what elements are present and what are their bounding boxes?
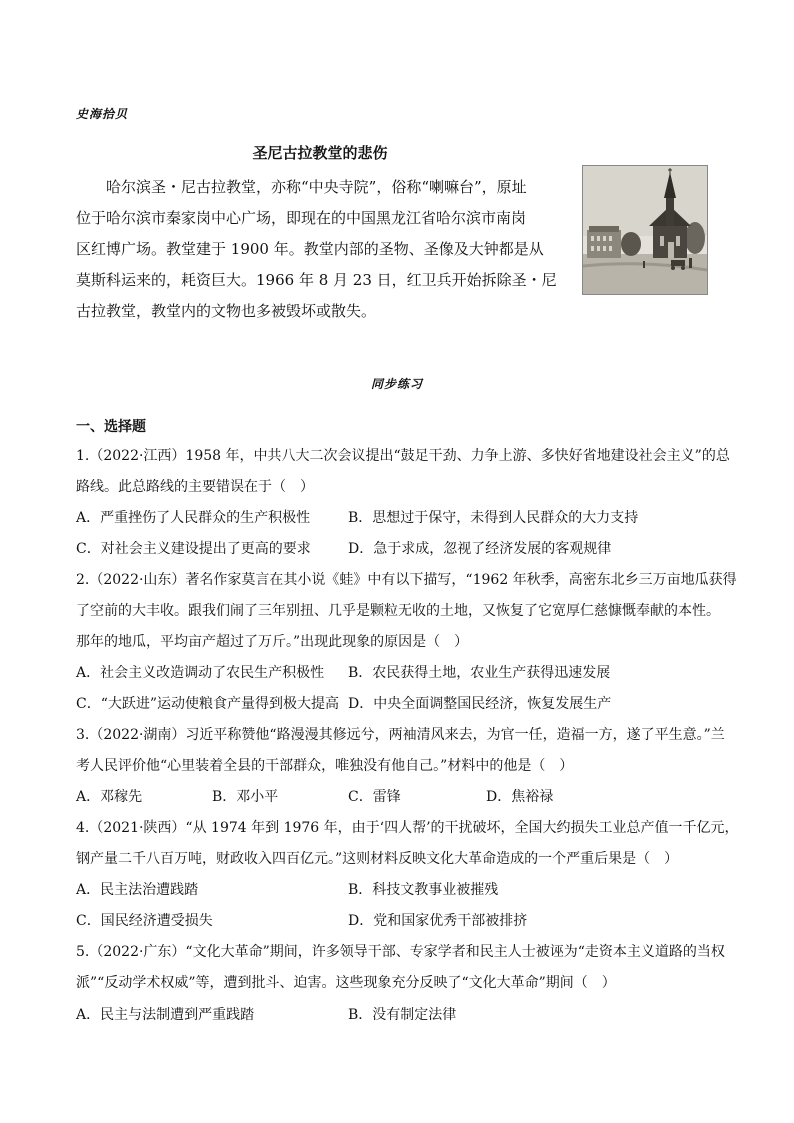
question-5-options bbox=[76, 1000, 736, 1031]
article-title: 圣尼古拉教堂的悲伤 bbox=[252, 144, 388, 162]
option-c[interactable]: C．对社会主义建设提出了更高的要求 bbox=[76, 541, 311, 557]
church-photo-illustration bbox=[583, 166, 707, 294]
question-2 bbox=[76, 565, 736, 658]
section-tag: 史海拾贝 bbox=[76, 107, 129, 121]
question-line: 考人民评价他“心里装着全县的干部群众，唯独没有他自己。”材料中的他是（ ） bbox=[76, 758, 574, 774]
option-c[interactable]: C．雷锋 bbox=[348, 789, 401, 805]
article-line: 莫斯科运来的，耗资巨大。1966 年 8 月 23 日，红卫兵开始拆除圣・尼 bbox=[76, 271, 557, 289]
section-heading: 一、选择题 bbox=[76, 419, 146, 435]
question-4-options-row-2 bbox=[76, 906, 736, 937]
question-line: 1.（2022·江西）1958 年，中共八大二次会议提出“鼓足干劲、力争上游、多快好省地建设社会主义”的总 bbox=[76, 448, 730, 464]
option-a[interactable]: A．社会主义改造调动了农民生产积极性 bbox=[76, 665, 325, 681]
option-b[interactable]: B．没有制定法律 bbox=[348, 1007, 457, 1023]
question-2-options-row-2 bbox=[76, 689, 736, 720]
article-line: 哈尔滨圣・尼古拉教堂，亦称“中央寺院”，俗称“喇嘛台”，原址 bbox=[76, 178, 527, 196]
question-4-options-row-1 bbox=[76, 875, 736, 906]
option-a[interactable]: A．民主法治遭践踏 bbox=[76, 882, 199, 898]
option-b[interactable]: B．邓小平 bbox=[212, 789, 279, 805]
article-line: 区红博广场。教堂建于 1900 年。教堂内部的圣物、圣像及大钟都是从 bbox=[76, 240, 544, 258]
option-d[interactable]: D．党和国家优秀干部被排挤 bbox=[348, 913, 528, 929]
article-line: 位于哈尔滨市秦家岗中心广场，即现在的中国黑龙江省哈尔滨市南岗 bbox=[76, 209, 527, 227]
question-line: 派”“反动学术权威”等，遭到批斗、迫害。这些现象充分反映了“文化大革命”期间（ ） bbox=[76, 975, 616, 991]
option-a[interactable]: A．邓稼先 bbox=[76, 789, 143, 805]
option-d[interactable]: D．中央全面调整国民经济，恢复发展生产 bbox=[348, 696, 612, 712]
question-2-options-row-1 bbox=[76, 658, 736, 689]
church-photo bbox=[582, 165, 708, 295]
question-line: 钢产量二千八百万吨，财政收入四百亿元。”这则材料反映文化大革命造成的一个严重后果是（ ） bbox=[76, 851, 679, 867]
question-1 bbox=[76, 441, 736, 503]
question-line: 那年的地瓜，平均亩产超过了万斤。”出现此现象的原因是（ ） bbox=[76, 634, 469, 650]
option-d[interactable]: D．急于求成，忽视了经济发展的客观规律 bbox=[348, 541, 612, 557]
option-b[interactable]: B．思想过于保守，未得到人民群众的大力支持 bbox=[348, 510, 639, 526]
question-3 bbox=[76, 720, 736, 782]
question-1-options-row-1 bbox=[76, 503, 736, 534]
option-a[interactable]: A．民主与法制遭到严重践踏 bbox=[76, 1007, 255, 1023]
question-line: 4.（2021·陕西）“从 1974 年到 1976 年，由于‘四人帮’的干扰破坏，全国大约损失工业总产值一千亿元， bbox=[76, 820, 739, 836]
question-line: 5.（2022·广东）“文化大革命”期间，许多领导干部、专家学者和民主人士被诬为“走资本主义道路的当权 bbox=[76, 944, 725, 960]
option-b[interactable]: B．农民获得土地，农业生产获得迅速发展 bbox=[348, 665, 611, 681]
question-1-options-row-2 bbox=[76, 534, 736, 565]
question-line: 了空前的大丰收。跟我们闹了三年别扭、几乎是颗粒无收的土地，又恢复了它宽厚仁慈慷慨奉献的本性。 bbox=[76, 603, 720, 619]
question-line: 3.（2022·湖南）习近平称赞他“路漫漫其修远兮，两袖清风来去，为官一任，造福一方，遂了平生意。”兰 bbox=[76, 727, 725, 743]
question-5 bbox=[76, 937, 736, 999]
question-3-options bbox=[76, 782, 736, 813]
option-b[interactable]: B．科技文教事业被摧残 bbox=[348, 882, 499, 898]
option-d[interactable]: D．焦裕禄 bbox=[486, 789, 554, 805]
option-a[interactable]: A．严重挫伤了人民群众的生产积极性 bbox=[76, 510, 311, 526]
article-line: 古拉教堂，教堂内的文物也多被毁坏或散失。 bbox=[76, 302, 377, 320]
option-c[interactable]: C．“大跃进”运动使粮食产量得到极大提高 bbox=[76, 696, 340, 712]
option-c[interactable]: C．国民经济遭受损失 bbox=[76, 913, 213, 929]
practice-tag: 同步练习 bbox=[370, 377, 423, 391]
question-4 bbox=[76, 813, 739, 875]
question-line: 路线。此总路线的主要错误在于（ ） bbox=[76, 479, 314, 495]
question-line: 2.（2022·山东）著名作家莫言在其小说《蛙》中有以下描写，“1962 年秋季，高密东北乡三万亩地瓜获得 bbox=[76, 572, 737, 588]
article-paragraph bbox=[76, 172, 576, 327]
